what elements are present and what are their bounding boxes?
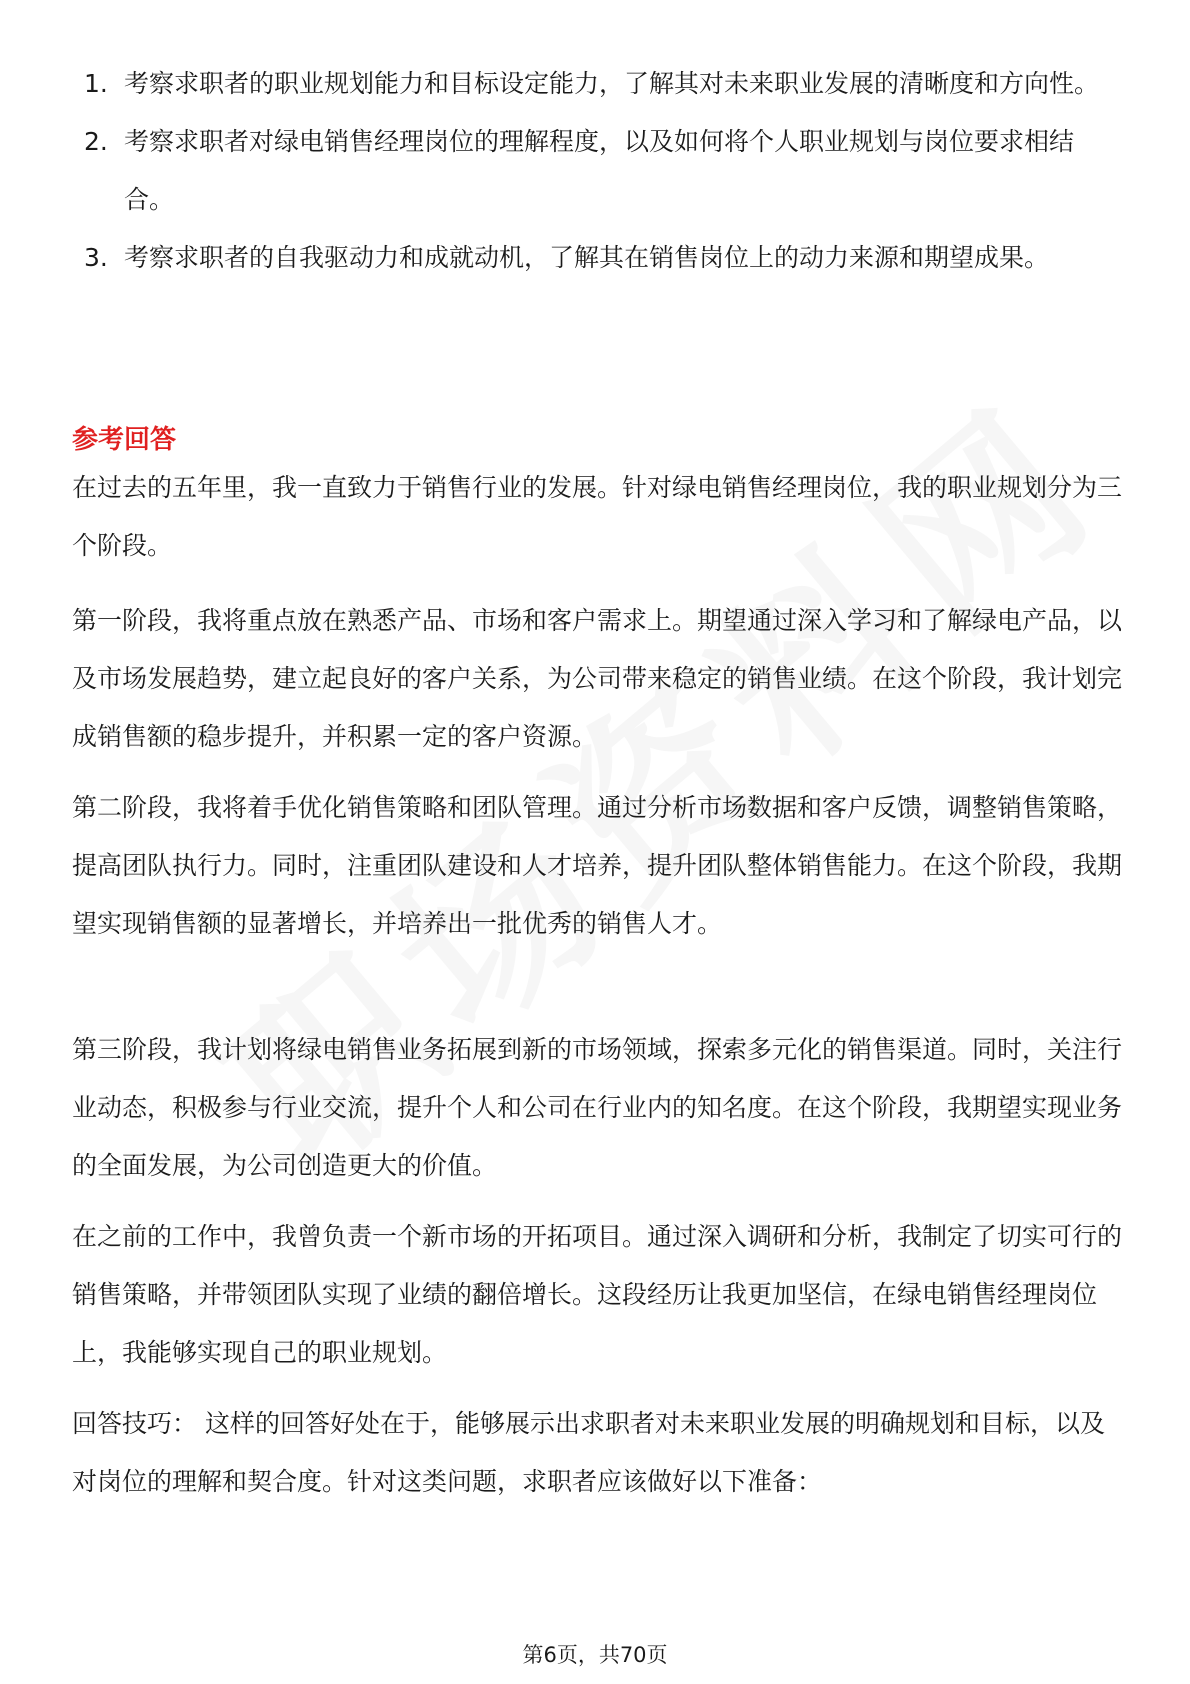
criteria-text: 考察求职者对绿电销售经理岗位的理解程度，以及如何将个人职业规划与岗位要求相结合。	[124, 127, 1075, 214]
page-number-footer: 第6页，共70页	[522, 1643, 668, 1667]
reference-answer-heading: 参考回答	[72, 425, 177, 455]
criteria-item-1	[72, 55, 1122, 113]
criteria-item-2	[72, 113, 1122, 229]
criteria-number: 3.	[84, 243, 108, 272]
criteria-text: 考察求职者的职业规划能力和目标设定能力，了解其对未来职业发展的清晰度和方向性。	[124, 69, 1100, 98]
criteria-number: 1.	[84, 69, 108, 98]
paragraph-intro: 在过去的五年里，我一直致力于销售行业的发展。针对绿电销售经理岗位，我的职业规划分为三个阶段。	[72, 473, 1123, 560]
assessment-criteria-list	[72, 55, 1122, 287]
paragraph-stage-3: 第三阶段，我计划将绿电销售业务拓展到新的市场领域，探索多元化的销售渠道。同时，关注行业动态，积极参与行业交流，提升个人和公司在行业内的知名度。在这个阶段，我期望实现业务的全面发展，为公司创造更大的价值。	[72, 1035, 1123, 1180]
criteria-text: 考察求职者的自我驱动力和成就动机，了解其在销售岗位上的动力来源和期望成果。	[124, 243, 1050, 272]
criteria-item-3	[72, 229, 1122, 287]
criteria-number: 2.	[84, 127, 108, 156]
paragraph-experience: 在之前的工作中，我曾负责一个新市场的开拓项目。通过深入调研和分析，我制定了切实可行的销售策略，并带领团队实现了业绩的翻倍增长。这段经历让我更加坚信，在绿电销售经理岗位上，我能够实现自己的职业规划。	[72, 1222, 1123, 1367]
paragraph-stage-1: 第一阶段，我将重点放在熟悉产品、市场和客户需求上。期望通过深入学习和了解绿电产品，以及市场发展趋势，建立起良好的客户关系，为公司带来稳定的销售业绩。在这个阶段，我计划完成销售额的稳步提升，并积累一定的客户资源。	[72, 606, 1123, 751]
paragraph-answer-tips: 回答技巧： 这样的回答好处在于，能够展示出求职者对未来职业发展的明确规划和目标，以及对岗位的理解和契合度。针对这类问题，求职者应该做好以下准备：	[72, 1409, 1105, 1496]
paragraph-stage-2: 第二阶段，我将着手优化销售策略和团队管理。通过分析市场数据和客户反馈，调整销售策略，提高团队执行力。同时，注重团队建设和人才培养，提升团队整体销售能力。在这个阶段，我期望实现销售额的显著增长，并培养出一批优秀的销售人才。	[72, 793, 1123, 938]
